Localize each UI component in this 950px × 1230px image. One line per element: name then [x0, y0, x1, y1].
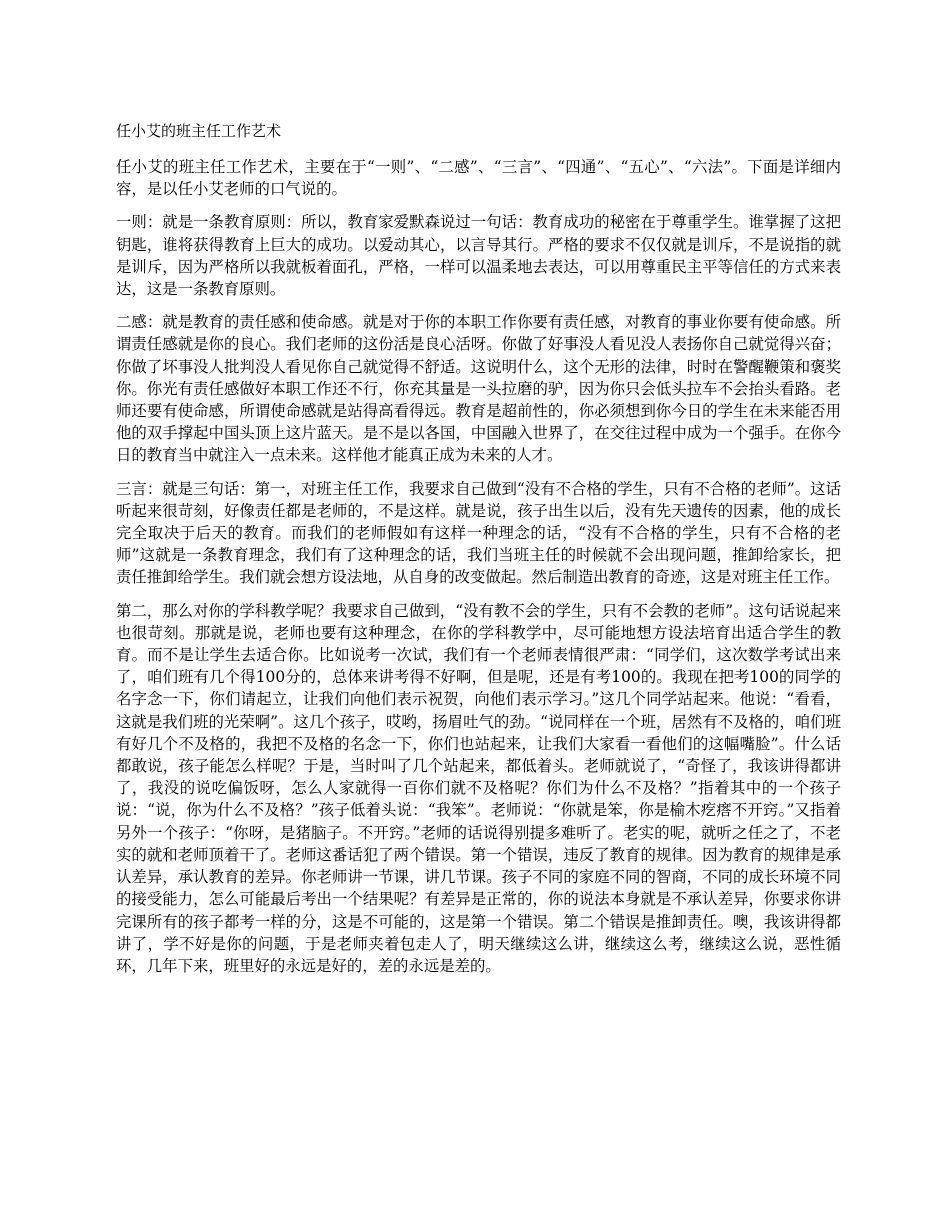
paragraph-intro: 任小艾的班主任工作艺术，主要在于“一则”、“二感”、“三言”、“四通”、“五心”、“六法”。下面是详细内容，是以任小艾老师的口气说的。 [116, 158, 841, 199]
paragraph-three-sayings: 三言：就是三句话：第一，对班主任工作，我要求自己做到“没有不合格的学生，只有不合格的老师”。这话听起来很苛刻，好像责任都是老师的，不是这样。就是说，孩子出生以后，没有先天遗传的因素，他的成长完全取决于后天的教育。而我们的老师假如有这样一种理念的话，“没有不合格的学生，只有不合格的老师”这就是一条教育理念，我们有了这种理念的话，我们当班主任的时候就不会出现问题，推卸给家长，把责任推卸给学生。我们就会想方设法地，从自身的改变做起。然后制造出教育的奇迹，这是对班主任工作。 [116, 479, 841, 587]
paragraph-two-senses: 二感：就是教育的责任感和使命感。就是对于你的本职工作你要有责任感，对教育的事业你要有使命感。所谓责任感就是你的良心。我们老师的这份活是良心活呀。你做了好事没人看见没人表扬你自己就觉得兴奋；你做了坏事没人批判没人看见你自己就觉得不舒适。这说明什么，这个无形的法律，时时在警醒鞭策和褒奖你。你光有责任感做好本职工作还不行，你充其量是一头拉磨的驴，因为你只会低头拉车不会抬头看路。老师还要有使命感，所谓使命感就是站得高看得远。教育是超前性的，你必须想到你今日的学生在未来能否用他的双手撑起中国头顶上这片蓝天。是不是以各国，中国融入世界了，在交往过程中成为一个强手。在你今日的教育当中就注入一点未来。这样他才能真正成为未来的人才。 [116, 313, 841, 465]
document-title: 任小艾的班主任工作艺术 [116, 122, 282, 140]
paragraph-second-saying: 第二，那么对你的学科教学呢？我要求自己做到，“没有教不会的学生，只有不会教的老师”。这句话说起来也很苛刻。那就是说，老师也要有这种理念，在你的学科教学中，尽可能地想方设法培育出适合学生的教育。而不是让学生去适合你。比如说考一次试，我们有一个老师表情很严肃：“同学们，这次数学考试出来了，咱们班有几个得100分的，总体来讲考得不好啊，但是呢，还是有考100的。我现在把考100的同学的名字念一下，你们请起立，让我们向他们表示祝贺，向他们表示学习。”这几个同学站起来。他说：“看看，这就是我们班的光荣啊”。这几个孩子，哎哟，扬眉吐气的劲。“说同样在一个班，居然有不及格的，咱们班有好几个不及格的，我把不及格的名念一下，你们也站起来，让我们大家看一看他们的这幅嘴脸”。什么话都敢说，孩子能怎么样呢？于是，当时叫了几个站起来，都低着头。老师就说了，“奇怪了，我该讲得都讲了，我没的说吃偏饭呀，怎么人家就得一百你们就不及格呢？你们为什么不及格？”指着其中的一个孩子说：“说，你为什么不及格？”孩子低着头说：“我笨”。老师说：“你就是笨，你是榆木疙瘩不开窍。”又指着另外一个孩子：“你呀，是猪脑子。不开窍。”老师的话说得别提多难听了。老实的呢，就听之任之了，不老实的就和老师顶着干了。老师这番话犯了两个错误。第一个错误，违反了教育的规律。因为教育的规律是承认差异，承认教育的差异。你老师讲一节课，讲几节课。孩子不同的家庭不同的智商，不同的成长环境不同的接受能力，怎么可能最后考出一个结果呢？有差异是正常的，你的说法本身就是不承认差异，你要求你讲完课所有的孩子都考一样的分，这是不可能的，这是第一个错误。第二个错误是推卸责任。噢，我该讲得都讲了，学不好是你的问题，于是老师夹着包走人了，明天继续这么讲，继续这么考，继续这么说，恶性循环，几年下来，班里好的永远是好的，差的永远是差的。 [116, 601, 841, 975]
paragraph-one-principle: 一则：就是一条教育原则：所以，教育家爱默森说过一句话：教育成功的秘密在于尊重学生。谁掌握了这把钥匙，谁将获得教育上巨大的成功。以爱动其心，以言导其行。严格的要求不仅仅就是训斥，不是说指的就是训斥，因为严格所以我就板着面孔，严格，一样可以温柔地去表达，可以用尊重民主平等信任的方式来表达，这是一条教育原则。 [116, 213, 841, 299]
document-page [116, 120, 841, 988]
